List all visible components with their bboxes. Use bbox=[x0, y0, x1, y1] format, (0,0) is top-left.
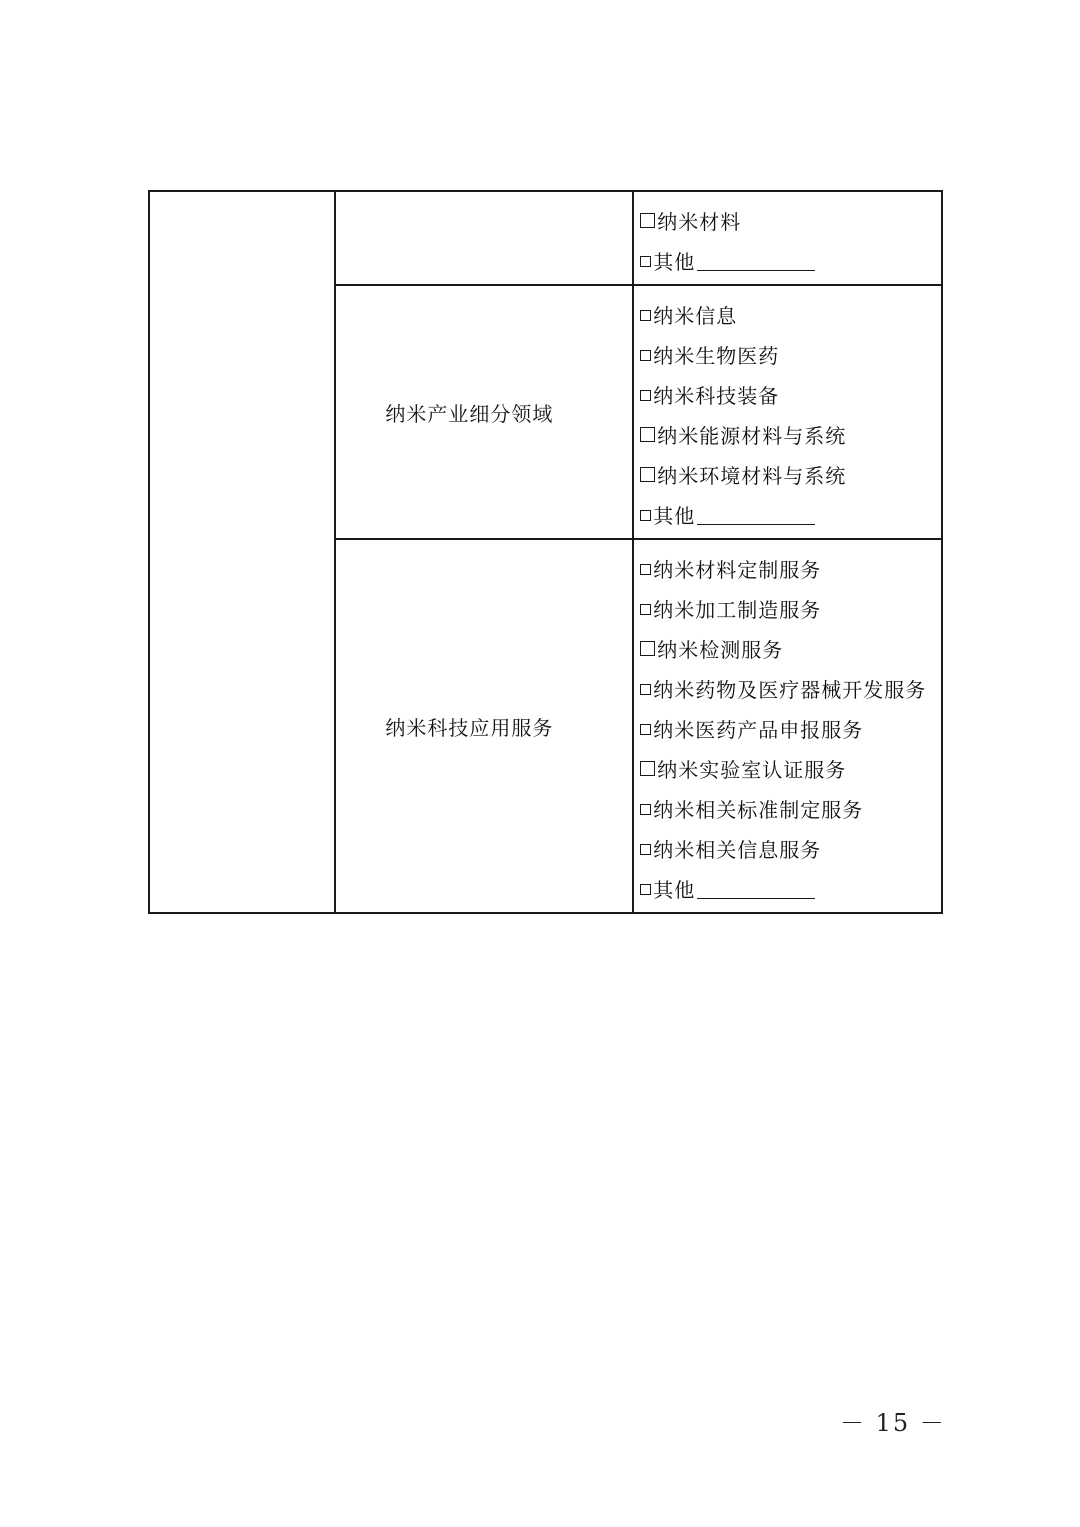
options-cell bbox=[633, 539, 942, 913]
checkbox-square-icon[interactable] bbox=[640, 390, 651, 401]
checkbox-option[interactable] bbox=[640, 454, 941, 494]
checkbox-label: 纳米加工制造服务 bbox=[653, 597, 822, 622]
checkbox-square-icon[interactable] bbox=[640, 350, 651, 361]
page-number: － 15 － bbox=[840, 1409, 946, 1437]
checkbox-option[interactable] bbox=[640, 548, 941, 588]
fill-in-blank[interactable] bbox=[697, 504, 815, 525]
row-label: 纳米科技应用服务 bbox=[335, 539, 633, 913]
checkbox-label: 纳米医药产品申报服务 bbox=[653, 717, 864, 742]
checkbox-option[interactable] bbox=[640, 334, 941, 374]
checkbox-label: 纳米检测服务 bbox=[657, 637, 784, 662]
checkbox-label: 其他 bbox=[653, 249, 696, 274]
fill-in-blank[interactable] bbox=[697, 250, 815, 271]
checkbox-square-icon[interactable] bbox=[640, 213, 655, 228]
checkbox-square-icon[interactable] bbox=[640, 467, 655, 482]
checkbox-square-icon[interactable] bbox=[640, 884, 651, 895]
checkbox-label: 纳米相关信息服务 bbox=[653, 837, 822, 862]
checkbox-option[interactable] bbox=[640, 414, 941, 454]
checkbox-square-icon[interactable] bbox=[640, 510, 651, 521]
checkbox-label: 纳米实验室认证服务 bbox=[657, 757, 847, 782]
options-cell bbox=[633, 191, 942, 285]
options-cell bbox=[633, 285, 942, 539]
checkbox-option[interactable] bbox=[640, 868, 941, 908]
checkbox-label: 纳米生物医药 bbox=[653, 343, 780, 368]
checkbox-square-icon[interactable] bbox=[640, 724, 651, 735]
checkbox-option[interactable] bbox=[640, 200, 941, 240]
table-row bbox=[149, 191, 942, 285]
checkbox-square-icon[interactable] bbox=[640, 641, 655, 656]
checkbox-option[interactable] bbox=[640, 668, 941, 708]
checkbox-square-icon[interactable] bbox=[640, 564, 651, 575]
checkbox-option[interactable] bbox=[640, 374, 941, 414]
checkbox-square-icon[interactable] bbox=[640, 761, 655, 776]
checkbox-option[interactable] bbox=[640, 494, 941, 534]
checkbox-option[interactable] bbox=[640, 588, 941, 628]
checkbox-label: 纳米相关标准制定服务 bbox=[653, 797, 864, 822]
row-label bbox=[335, 191, 633, 285]
checkbox-label: 纳米信息 bbox=[653, 303, 738, 328]
checkbox-square-icon[interactable] bbox=[640, 844, 651, 855]
row-label: 纳米产业细分领域 bbox=[335, 285, 633, 539]
checkbox-square-icon[interactable] bbox=[640, 427, 655, 442]
checkbox-option[interactable] bbox=[640, 294, 941, 334]
checkbox-option[interactable] bbox=[640, 828, 941, 868]
checkbox-label: 纳米材料 bbox=[657, 209, 742, 234]
checkbox-label: 纳米药物及医疗器械开发服务 bbox=[653, 677, 927, 702]
checkbox-label: 其他 bbox=[653, 503, 696, 528]
checkbox-square-icon[interactable] bbox=[640, 310, 651, 321]
checkbox-option[interactable] bbox=[640, 628, 941, 668]
checkbox-square-icon[interactable] bbox=[640, 804, 651, 815]
checkbox-label: 纳米能源材料与系统 bbox=[657, 423, 847, 448]
checkbox-label: 纳米科技装备 bbox=[653, 383, 780, 408]
checkbox-option[interactable] bbox=[640, 240, 941, 280]
fill-in-blank[interactable] bbox=[697, 878, 815, 899]
checkbox-label: 纳米环境材料与系统 bbox=[657, 463, 847, 488]
checkbox-square-icon[interactable] bbox=[640, 604, 651, 615]
merged-left-cell bbox=[149, 191, 335, 913]
checkbox-label: 纳米材料定制服务 bbox=[653, 557, 822, 582]
checkbox-option[interactable] bbox=[640, 788, 941, 828]
nano-category-table bbox=[148, 190, 943, 914]
checkbox-label: 其他 bbox=[653, 877, 696, 902]
checkbox-option[interactable] bbox=[640, 748, 941, 788]
checkbox-option[interactable] bbox=[640, 708, 941, 748]
checkbox-square-icon[interactable] bbox=[640, 256, 651, 267]
checkbox-square-icon[interactable] bbox=[640, 684, 651, 695]
